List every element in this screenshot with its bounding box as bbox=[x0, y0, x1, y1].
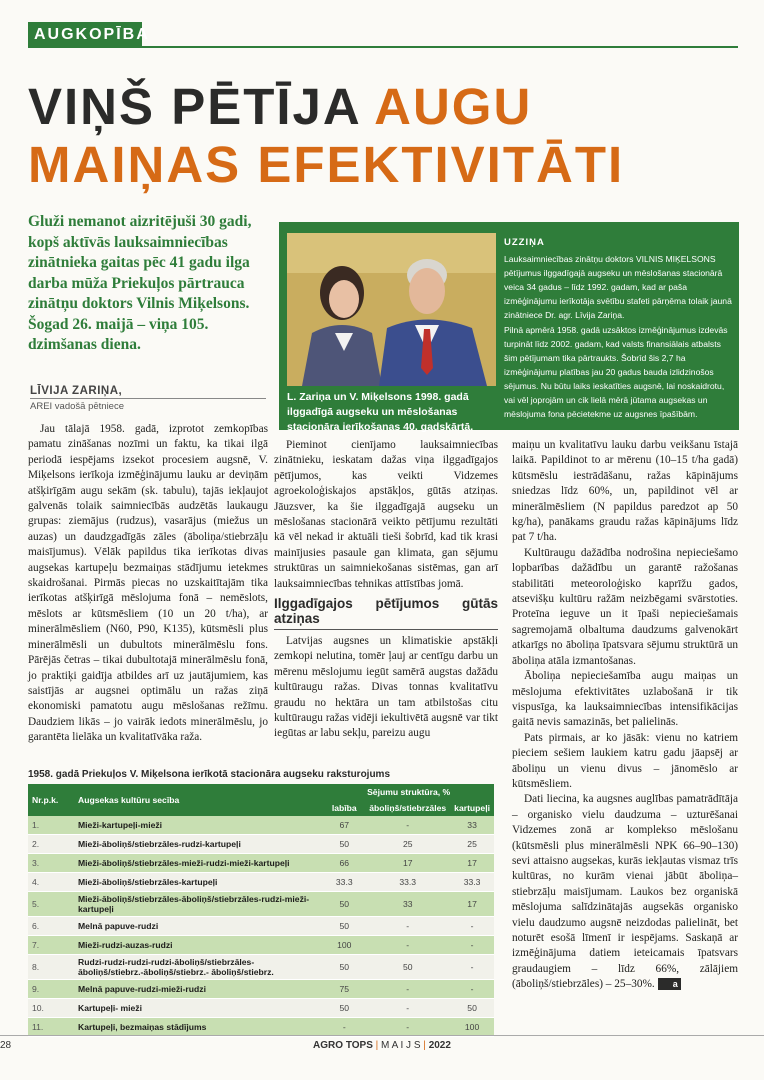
table-row bbox=[28, 816, 494, 835]
body-paragraph: Pieminot cienījamo lauksaimniecības zinātnieku, ieskatam dažas viņa ilggadīgajos pētījumos, kas veikti Vidzemes agroekoloģiskajos apstākļos, gūtās atziņas. Jāuzsver, ka šie ilggadīgajā augseku un mēslošanas stacionārā veikto pētījumu rezultāti kā vēl nekad ir aktuāli tieši šobrīd, kad tik krasi mainījusies pasaule gan klimata, gan sējumu struktūras un saimniekošanas sistēmas, gan arī lauksaimniecības tehnikas attīstības jomā. bbox=[274, 439, 498, 590]
row-potato-share: 17 bbox=[450, 892, 494, 917]
row-grain-share: 50 bbox=[323, 835, 365, 854]
row-clover-share: - bbox=[365, 936, 450, 955]
body-text: Dati liecina, ka augsnes auglības pamatrādītāja – organisko vielu daudzuma – uzturēšanai Vidzemes zonā ar komplekso mēslošanu (kūtsmēsli plus minerālmēsli NPK 66–90–130) sevi attaisno augsekas, kurās iekļautas vismaz trīs kultūras, no kurām vienai jābūt āboliņa–stiebrzāļu maisījumam. Laukos bez organiskā mēslojuma salīdzinātajās augsekās organisko vielu daudzumo augsnē neizdodas palielināt, bet noturēt esošā līmenī ir iespējams. Saskaņā ar izmēģinājuma datiem ieteicamais īpatsvars graudaugiem – līdz 66%, zālājiem (āboliņš/stiebrzāles) – 25–30%. bbox=[512, 793, 738, 991]
body-paragraph: Āboliņa nepieciešamība augu maiņas un mēslojuma efektivitātes uzlabošanā ir tik vispusīga, ka lauksaimniecības intensifikācijas gaitā nevis samazinās, bet palielinās. bbox=[512, 670, 738, 729]
footer-rule bbox=[0, 1035, 764, 1036]
row-grain-share: 50 bbox=[323, 955, 365, 980]
header-clover: āboliņš/stiebrzāles bbox=[365, 800, 450, 816]
row-number: 9. bbox=[28, 980, 74, 999]
row-grain-share: 100 bbox=[323, 936, 365, 955]
row-potato-share: 25 bbox=[450, 835, 494, 854]
table-row bbox=[28, 1018, 494, 1037]
headline-part2: AUGU MAIŅAS EFEKTIVITĀTI bbox=[28, 78, 625, 193]
row-potato-share: 33 bbox=[450, 816, 494, 835]
article-column-1 bbox=[28, 422, 268, 746]
row-crop-sequence: Mieži-āboliņš/stiebrzāles-rudzi-kartupeļi bbox=[74, 835, 323, 854]
body-paragraph: Latvijas augsnes un klimatiskie apstākļi zemkopi nelutina, tomēr ļauj ar centīgu darbu un mērenu mēslojumu iegūt samērā augstas dažādu kultūraugu ražas. Divas tonnas kvalitatīvu graudu no hektāra un tam atbilstošas citu kultūraugu ražas vidēji iekultivētā augsnē var tikt iegūtas ar labu sekļu, pareizu augu bbox=[274, 634, 498, 740]
row-crop-sequence: Melnā papuve-rudzi bbox=[74, 917, 323, 936]
row-grain-share: 75 bbox=[323, 980, 365, 999]
row-clover-share: - bbox=[365, 999, 450, 1018]
row-number: 8. bbox=[28, 955, 74, 980]
row-number: 1. bbox=[28, 816, 74, 835]
issue-year: 2022 bbox=[428, 1040, 451, 1051]
headline bbox=[28, 78, 748, 194]
table-row bbox=[28, 936, 494, 955]
row-crop-sequence: Melnā papuve-rudzi-mieži-rudzi bbox=[74, 980, 323, 999]
photo-caption: L. Zariņa un V. Miķelsons 1998. gadā ilggadīgā augseku un mēslošanas stacionāra ierīkošanas 40. gadskārtā. bbox=[287, 391, 474, 433]
headline-part1: VIŅŠ PĒTĪJA bbox=[28, 78, 375, 135]
row-crop-sequence: Mieži-āboliņš/stiebrzāles-kartupeļi bbox=[74, 873, 323, 892]
row-number: 4. bbox=[28, 873, 74, 892]
subheading: Ilggadīgajos pētījumos gūtās atziņas bbox=[274, 596, 498, 630]
table-row bbox=[28, 955, 494, 980]
row-potato-share: - bbox=[450, 936, 494, 955]
body-paragraph: maiņu un kvalitatīvu lauku darbu veikšanu īstajā laikā. Papildinot to ar mērenu (10–15 t/ha gadā) kūtsmēslu iestrādāšanu, ražas kāpinājums sniedzas līdz 60%, un, papildinot vēl ar minerālmēsliem (N papildus paredzot ap 50 kg/ha), panākams graudu ražas kāpinājums līdz pat 7 t/ha. bbox=[512, 439, 738, 544]
row-clover-share: 33.3 bbox=[365, 873, 450, 892]
row-number: 6. bbox=[28, 917, 74, 936]
table-row bbox=[28, 999, 494, 1018]
row-grain-share: 67 bbox=[323, 816, 365, 835]
end-mark: a bbox=[658, 978, 681, 990]
row-potato-share: 33.3 bbox=[450, 873, 494, 892]
author-divider bbox=[30, 398, 266, 399]
row-clover-share: - bbox=[365, 980, 450, 999]
row-number: 7. bbox=[28, 936, 74, 955]
footer: AGRO TOPS | M A I J S | 2022 bbox=[313, 1040, 451, 1051]
row-potato-share: 17 bbox=[450, 854, 494, 873]
body-paragraph: Pats pirmais, ar ko jāsāk: vienu no katriem pieciem sešiem laukiem katru gadu jāapsēj ar āboliņu un vienu divus – jānomēslo ar kūtsmēsliem. bbox=[512, 731, 738, 790]
row-clover-share: 17 bbox=[365, 854, 450, 873]
row-crop-sequence: Mieži-āboliņš/stiebrzāles-mieži-rudzi-mieži-kartupeļi bbox=[74, 854, 323, 873]
author-name: LĪVIJA ZARIŅA, bbox=[30, 385, 123, 397]
row-potato-share: 100 bbox=[450, 1018, 494, 1037]
portrait-photo bbox=[287, 233, 496, 386]
row-number: 3. bbox=[28, 854, 74, 873]
row-grain-share: 66 bbox=[323, 854, 365, 873]
row-crop-sequence: Mieži-āboliņš/stiebrzāles-āboliņš/stiebrzāles-rudzi-mieži-kartupeļi bbox=[74, 892, 323, 917]
row-grain-share: - bbox=[323, 1018, 365, 1037]
table-row bbox=[28, 873, 494, 892]
article-column-2 bbox=[274, 438, 498, 742]
row-crop-sequence: Rudzi-rudzi-rudzi-rudzi-āboliņš/stiebrzāles- āboliņš/stiebrz.-āboliņš/stiebrz.- āboliņš/stiebrz. bbox=[74, 955, 323, 980]
row-crop-sequence: Mieži-kartupeļi-mieži bbox=[74, 816, 323, 835]
lead-paragraph: Gluži nemanot aizritējuši 30 gadi, kopš aktīvās lauksaimniecības zinātnieka gaitas pēc 41 gadu ilga darba mūža Priekuļos pārtrauca zinātņu doktors Vilnis Miķelsons. Šogad 26. maijā – viņa 105. dzimšanas diena. bbox=[28, 213, 252, 353]
rotation-table bbox=[28, 784, 494, 1037]
row-clover-share: 50 bbox=[365, 955, 450, 980]
row-number: 2. bbox=[28, 835, 74, 854]
row-crop-sequence: Kartupeļi, bezmaiņas stādījums bbox=[74, 1018, 323, 1037]
table-row bbox=[28, 892, 494, 917]
page-number: 28 bbox=[0, 1040, 12, 1051]
info-box-paragraph: Pilnā apmērā 1958. gadā uzsāktos izmēģinājumus izdevās turpināt līdz 2002. gadam, kad valsts finansiālais atbalsts šim pētījumam tika pārtraukts. Šobrīd šis 2,7 ha izmēģinājumu platības jau 20 gadus bauda izlidzinošos sējumus. Nu būtu laiks ieskatīties augsnē, lai noskaidrotu, vai vēl joprojām un cik lielā mērā jūtama augsekas un mēslojuma fona pēcietekme uz augsnes īpašībām. bbox=[504, 324, 728, 420]
row-clover-share: - bbox=[365, 1018, 450, 1037]
body-paragraph bbox=[512, 792, 738, 992]
info-box-title: UZZIŅA bbox=[504, 237, 545, 248]
table-row bbox=[28, 854, 494, 873]
header-group: Sējumu struktūra, % bbox=[323, 784, 494, 800]
info-box bbox=[504, 236, 736, 421]
row-crop-sequence: Kartupeļi- mieži bbox=[74, 999, 323, 1018]
row-number: 10. bbox=[28, 999, 74, 1018]
row-potato-share: - bbox=[450, 955, 494, 980]
row-grain-share: 33.3 bbox=[323, 873, 365, 892]
row-clover-share: - bbox=[365, 816, 450, 835]
photo-illustration bbox=[287, 233, 496, 386]
header-nr: Nr.p.k. bbox=[28, 784, 74, 816]
row-crop-sequence: Mieži-rudzi-auzas-rudzi bbox=[74, 936, 323, 955]
section-rule bbox=[142, 46, 738, 48]
body-paragraph: Kultūraugu dažādība nodrošina nepieciešamo lopbarības dažādību un garantē ražošanas stabilitāti meteoroloģisko kaprīžu gados, atsevišķu kultūru ražām neizbēgami svārstoties. Proteīna ieguve un it īpaši nepieciešamais sagremojamā olbaltuma daudzums galvenokārt atkarīgs no āboliņa īpatsvara sējumu struktūrā un āboliņa atāla izmantošanas. bbox=[512, 546, 738, 667]
row-grain-share: 50 bbox=[323, 892, 365, 917]
table-row bbox=[28, 980, 494, 999]
header-grain: labība bbox=[323, 800, 365, 816]
body-paragraph: Jau tālajā 1958. gadā, izprotot zemkopības pamatu zināšanas nozīmi un faktu, ka tikai ilgā periodā iespējams izsekot procesiem augsnē, V. Miķelsons ierīkoja izmēģinājumu lauku ar deviņām atšķirīgām augu sekām (sk. tabulu), tajās iekļaujot galvenās tolaik saimniecībās audzētās laukaugu grupas: ziemājus (rudzus), vasarājus (miežus un auzas) un daudzgadīgās zāles (āboliņa/stiebrzāļu maisījumus). Vēlāk papildus tika ierīkotas divas augsekas kartupeļu bezmaiņas stādījumu ietekmes skaidrošanai. Pirmās piecas no uzskaitītajām tika ierīkotas atšķirīgā mēslojuma fonā – nemēslots, mēslots ar kūtsmēsliem (10 un 20 t/ha), ar minerālmēsliem (N60, P90, K135), kūtsmēsli plus minerālmēsli un dubultots minerālmēslu fons. Pārējās četras – tikai dubultotajā minerālmēslu fonā, jo praktiķi gaidīja atbildes arī uz jautājumiem, kas saistījās ar augsnei optimālu un ražas ziņā ekonomiski pamatotu augu mēslošanas režīmu. Daudziem likās – jo vairāk iedots minerālmēslu, jo garantēta lielāka un kvalitatīvāka raža. bbox=[28, 423, 268, 744]
table-row bbox=[28, 917, 494, 936]
row-clover-share: 25 bbox=[365, 835, 450, 854]
section-label: AUGKOPĪBA bbox=[28, 22, 142, 48]
info-box-paragraph: Lauksaimniecības zinātņu doktors VILNIS MIĶELSONS pētījumus ilggadīgajā augseku un mēslošanas stacionārā veica 34 gadus – līdz 1992. gadam, kad ar paša izmēģinājumu ierīkotāja svētību stafeti pārņēma tolaik jaunā zinātniece Dr. agr. Līvija Zariņa. bbox=[504, 254, 732, 321]
row-number: 5. bbox=[28, 892, 74, 917]
row-clover-share: - bbox=[365, 917, 450, 936]
table-title: 1958. gadā Priekuļos V. Miķelsona ierīkotā stacionāra augseku raksturojums bbox=[28, 769, 391, 780]
row-clover-share: 33 bbox=[365, 892, 450, 917]
row-potato-share: - bbox=[450, 980, 494, 999]
row-number: 11. bbox=[28, 1018, 74, 1037]
table-row bbox=[28, 835, 494, 854]
header-crop: Augsekas kultūru secība bbox=[74, 784, 323, 816]
row-potato-share: 50 bbox=[450, 999, 494, 1018]
header-potato: kartupeļi bbox=[450, 800, 494, 816]
row-grain-share: 50 bbox=[323, 999, 365, 1018]
article-column-3 bbox=[512, 438, 738, 993]
author-role: AREI vadošā pētniece bbox=[30, 401, 125, 412]
magazine-name: AGRO TOPS bbox=[313, 1040, 373, 1051]
row-potato-share: - bbox=[450, 917, 494, 936]
issue-month: M A I J S bbox=[381, 1040, 421, 1051]
row-grain-share: 50 bbox=[323, 917, 365, 936]
